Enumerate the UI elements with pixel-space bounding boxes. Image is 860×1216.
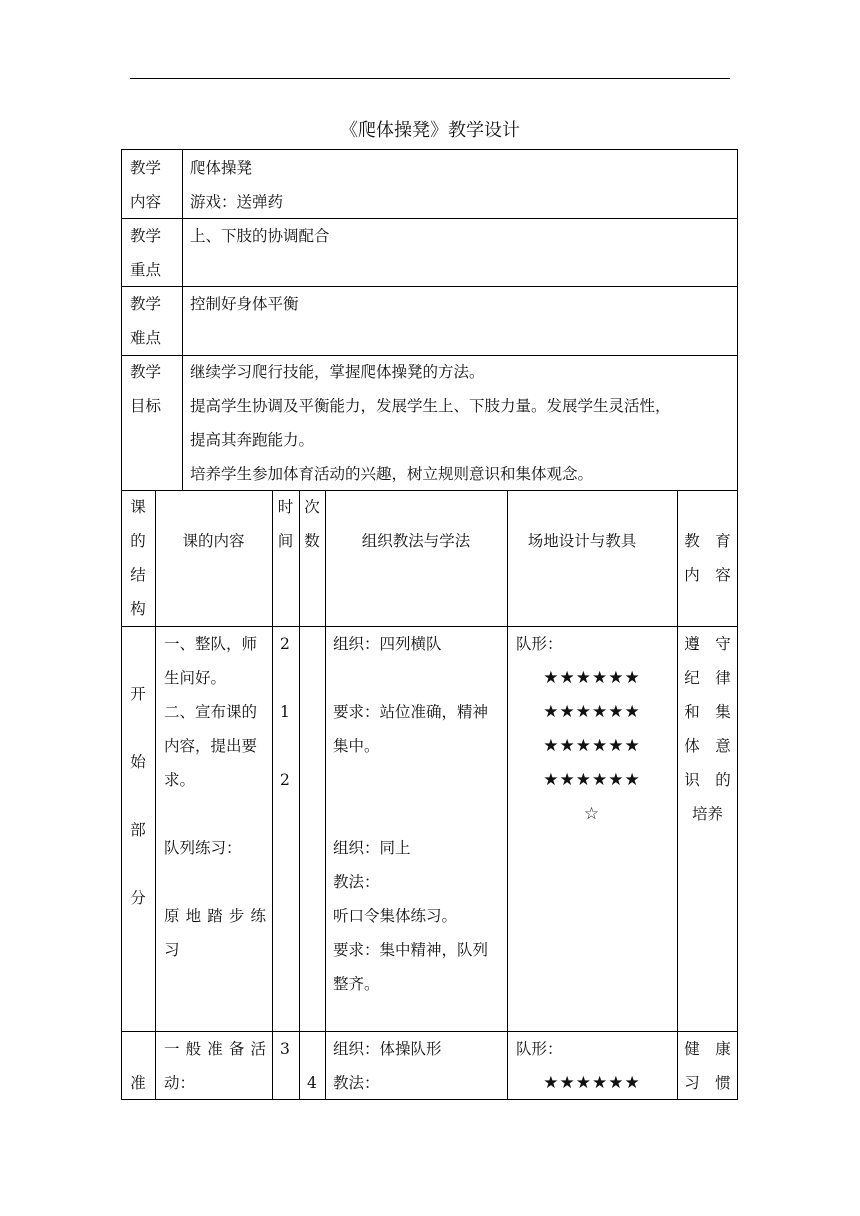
column-divider	[272, 490, 273, 1100]
student-row: ★★★★★★	[543, 668, 641, 688]
header-count: 次 数	[304, 498, 320, 550]
prep-education: 健 康 习 惯	[684, 1040, 731, 1092]
top-rule	[130, 78, 730, 79]
page-title: 《爬体操凳》教学设计	[340, 120, 520, 141]
part-label-start: 开 始 部 分	[130, 685, 146, 907]
prep-time: 3	[280, 1040, 290, 1058]
formation-diagram	[507, 661, 677, 831]
header-education: 教 育 内 容	[684, 532, 731, 584]
key-point-text: 上、下肢的协调配合	[190, 227, 330, 245]
prep-student-row: ★★★★★★	[543, 1073, 641, 1093]
student-row: ★★★★★★	[543, 770, 641, 790]
header-structure: 课 的 结 构	[130, 498, 146, 618]
header-time: 时 间	[277, 498, 294, 550]
start-education: 遵 守 纪 律 和 集 体 意 识 的 培养	[684, 635, 731, 823]
student-row: ★★★★★★	[543, 702, 641, 722]
header-venue: 场地设计与教具	[527, 532, 637, 550]
prep-content: 一般准备活 动：	[164, 1040, 266, 1092]
goals-text: 继续学习爬行技能，掌握爬体操凳的方法。 提高学生协调及平衡能力，发展学生上、下肢力量。发展学生灵活性， 提高其奔跑能力。 培养学生参加体育活动的兴趣，树立规则意识和集体观念。	[190, 363, 671, 483]
start-venue-label: 队形：	[516, 635, 563, 653]
row-label-difficulty: 教学 难点	[130, 295, 162, 347]
teacher-marker: ☆	[583, 804, 601, 824]
column-divider	[155, 490, 156, 1100]
prep-count: 4	[307, 1074, 317, 1092]
row-label-key-point: 教学 重点	[130, 227, 162, 279]
prep-method: 组织：体操队形 教法：	[333, 1040, 442, 1092]
column-divider	[299, 490, 300, 1100]
row-label-goals: 教学 目标	[130, 363, 162, 415]
header-lesson-content: 课的内容	[182, 532, 245, 550]
student-row: ★★★★★★	[543, 736, 641, 756]
start-method: 组织：四列横队 要求：站位准确，精神 集中。 组织：同上 教法： 听口令集体练习。 要求：集中精神，队列 整齐。	[333, 635, 489, 993]
column-divider	[325, 490, 326, 1100]
row-label-content: 教学 内容	[130, 159, 162, 211]
content-text: 爬体操凳 游戏：送弹药	[190, 159, 284, 211]
part-label-prep: 准	[130, 1074, 146, 1092]
difficulty-text: 控制好身体平衡	[190, 295, 299, 313]
column-divider	[182, 149, 183, 490]
header-method: 组织教法与学法	[361, 532, 471, 550]
start-content: 一、整队，师 生问好。 二、宣布课的 内容，提出要 求。 队列练习： 原地踏步练 习	[164, 635, 266, 959]
start-times: 2 1 2	[280, 635, 290, 789]
prep-venue-label: 队形：	[516, 1040, 563, 1058]
